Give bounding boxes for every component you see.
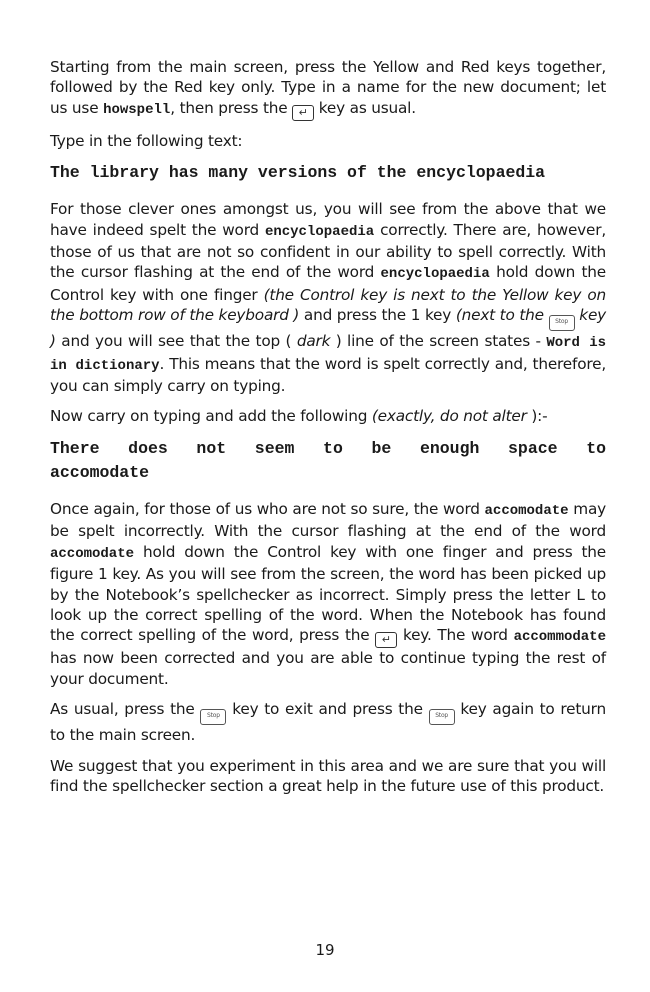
text: correctly. There are, however, those of us that are not so confident in our ability to spell correctly. With the cursor flashing at the end of the word	[50, 220, 606, 282]
enter-key-icon: ↵	[375, 632, 397, 648]
code-word: accomodate	[50, 545, 135, 562]
typed-text-example-1: The library has many versions of the encyclopaedia	[50, 163, 546, 183]
stop-key-icon: Stop	[200, 709, 226, 725]
code-word: accomodate	[484, 502, 569, 519]
status-message-code: Word is in dictionary	[50, 335, 606, 374]
typed-line-1: There does not seem to be enough space to	[50, 438, 606, 458]
italic-note: key )	[50, 306, 607, 351]
paragraph-spellcheck-correct	[50, 199, 606, 396]
text: has now been corrected and you are able to continue typing the rest of your document.	[50, 649, 606, 688]
text: . This means that the word is spelt correctly and, therefore, you can simply carry on typing.	[50, 354, 606, 396]
text: key as usual.	[314, 98, 416, 117]
text: key. The word	[397, 626, 514, 645]
text: For those clever ones amongst us, you will see from the above that we have indeed spelt the word	[50, 200, 606, 239]
italic-note: (exactly, do not alter	[371, 407, 527, 426]
paragraph-suggestion: We suggest that you experiment in this area and we are sure that you will find the spellchecker section a great help in the future use of this product.	[50, 756, 606, 795]
paragraph-type-text: Type in the following text:	[50, 131, 243, 150]
italic-note: dark	[296, 332, 331, 351]
text: and you will see that the top (	[55, 332, 297, 351]
text: key again to return to the main screen.	[50, 700, 606, 745]
code-word: accommodate	[513, 629, 606, 646]
page-number: 19	[315, 941, 335, 959]
code-word: encyclopaedia	[380, 266, 490, 283]
document-name-code: howspell	[103, 101, 171, 118]
paragraph-spellcheck-incorrect	[50, 499, 606, 689]
stop-key-icon: Stop	[429, 709, 455, 725]
paragraph-exit	[50, 699, 606, 745]
text: Starting from the main screen, press the Yellow and Red keys together, followed by the Red key only. Type in a name for the new document; let us use	[50, 58, 606, 117]
text: and press the 1 key	[299, 306, 456, 325]
text: Now carry on typing and add the following	[50, 407, 372, 426]
text: , then press the	[170, 98, 293, 117]
text: ) line of the screen states -	[330, 332, 547, 351]
text: key to exit and press the	[232, 700, 429, 719]
typed-text-example-2	[50, 437, 606, 485]
manual-page	[50, 57, 606, 806]
text: hold down the Control key with one finger	[50, 263, 606, 304]
italic-note: (next to the	[455, 306, 544, 325]
text: As usual, press the	[50, 700, 201, 719]
text: Once again, for those of us who are not so sure, the word	[50, 499, 485, 518]
stop-key-icon: Stop	[549, 315, 575, 331]
paragraph-create-document	[50, 57, 606, 121]
text: may be spelt incorrectly. With the cursor flashing at the end of the word	[50, 499, 606, 541]
text: ):-	[526, 407, 548, 426]
paragraph-add-following	[50, 406, 606, 426]
typed-line-2: accomodate	[50, 462, 150, 482]
italic-note: (the Control key is next to the Yellow key on the bottom row of the keyboard )	[50, 285, 606, 325]
text: hold down the Control key with one finger and press the figure 1 key. As you will see from the screen, the word has been picked up by the Notebook’s spellchecker as incorrect. Simply press the letter L to look up the correct spelling of the word. When the Notebook has found the correct spelling of the word, press the	[50, 542, 606, 645]
enter-key-icon: ↵	[292, 105, 314, 121]
code-word: encyclopaedia	[264, 223, 375, 240]
